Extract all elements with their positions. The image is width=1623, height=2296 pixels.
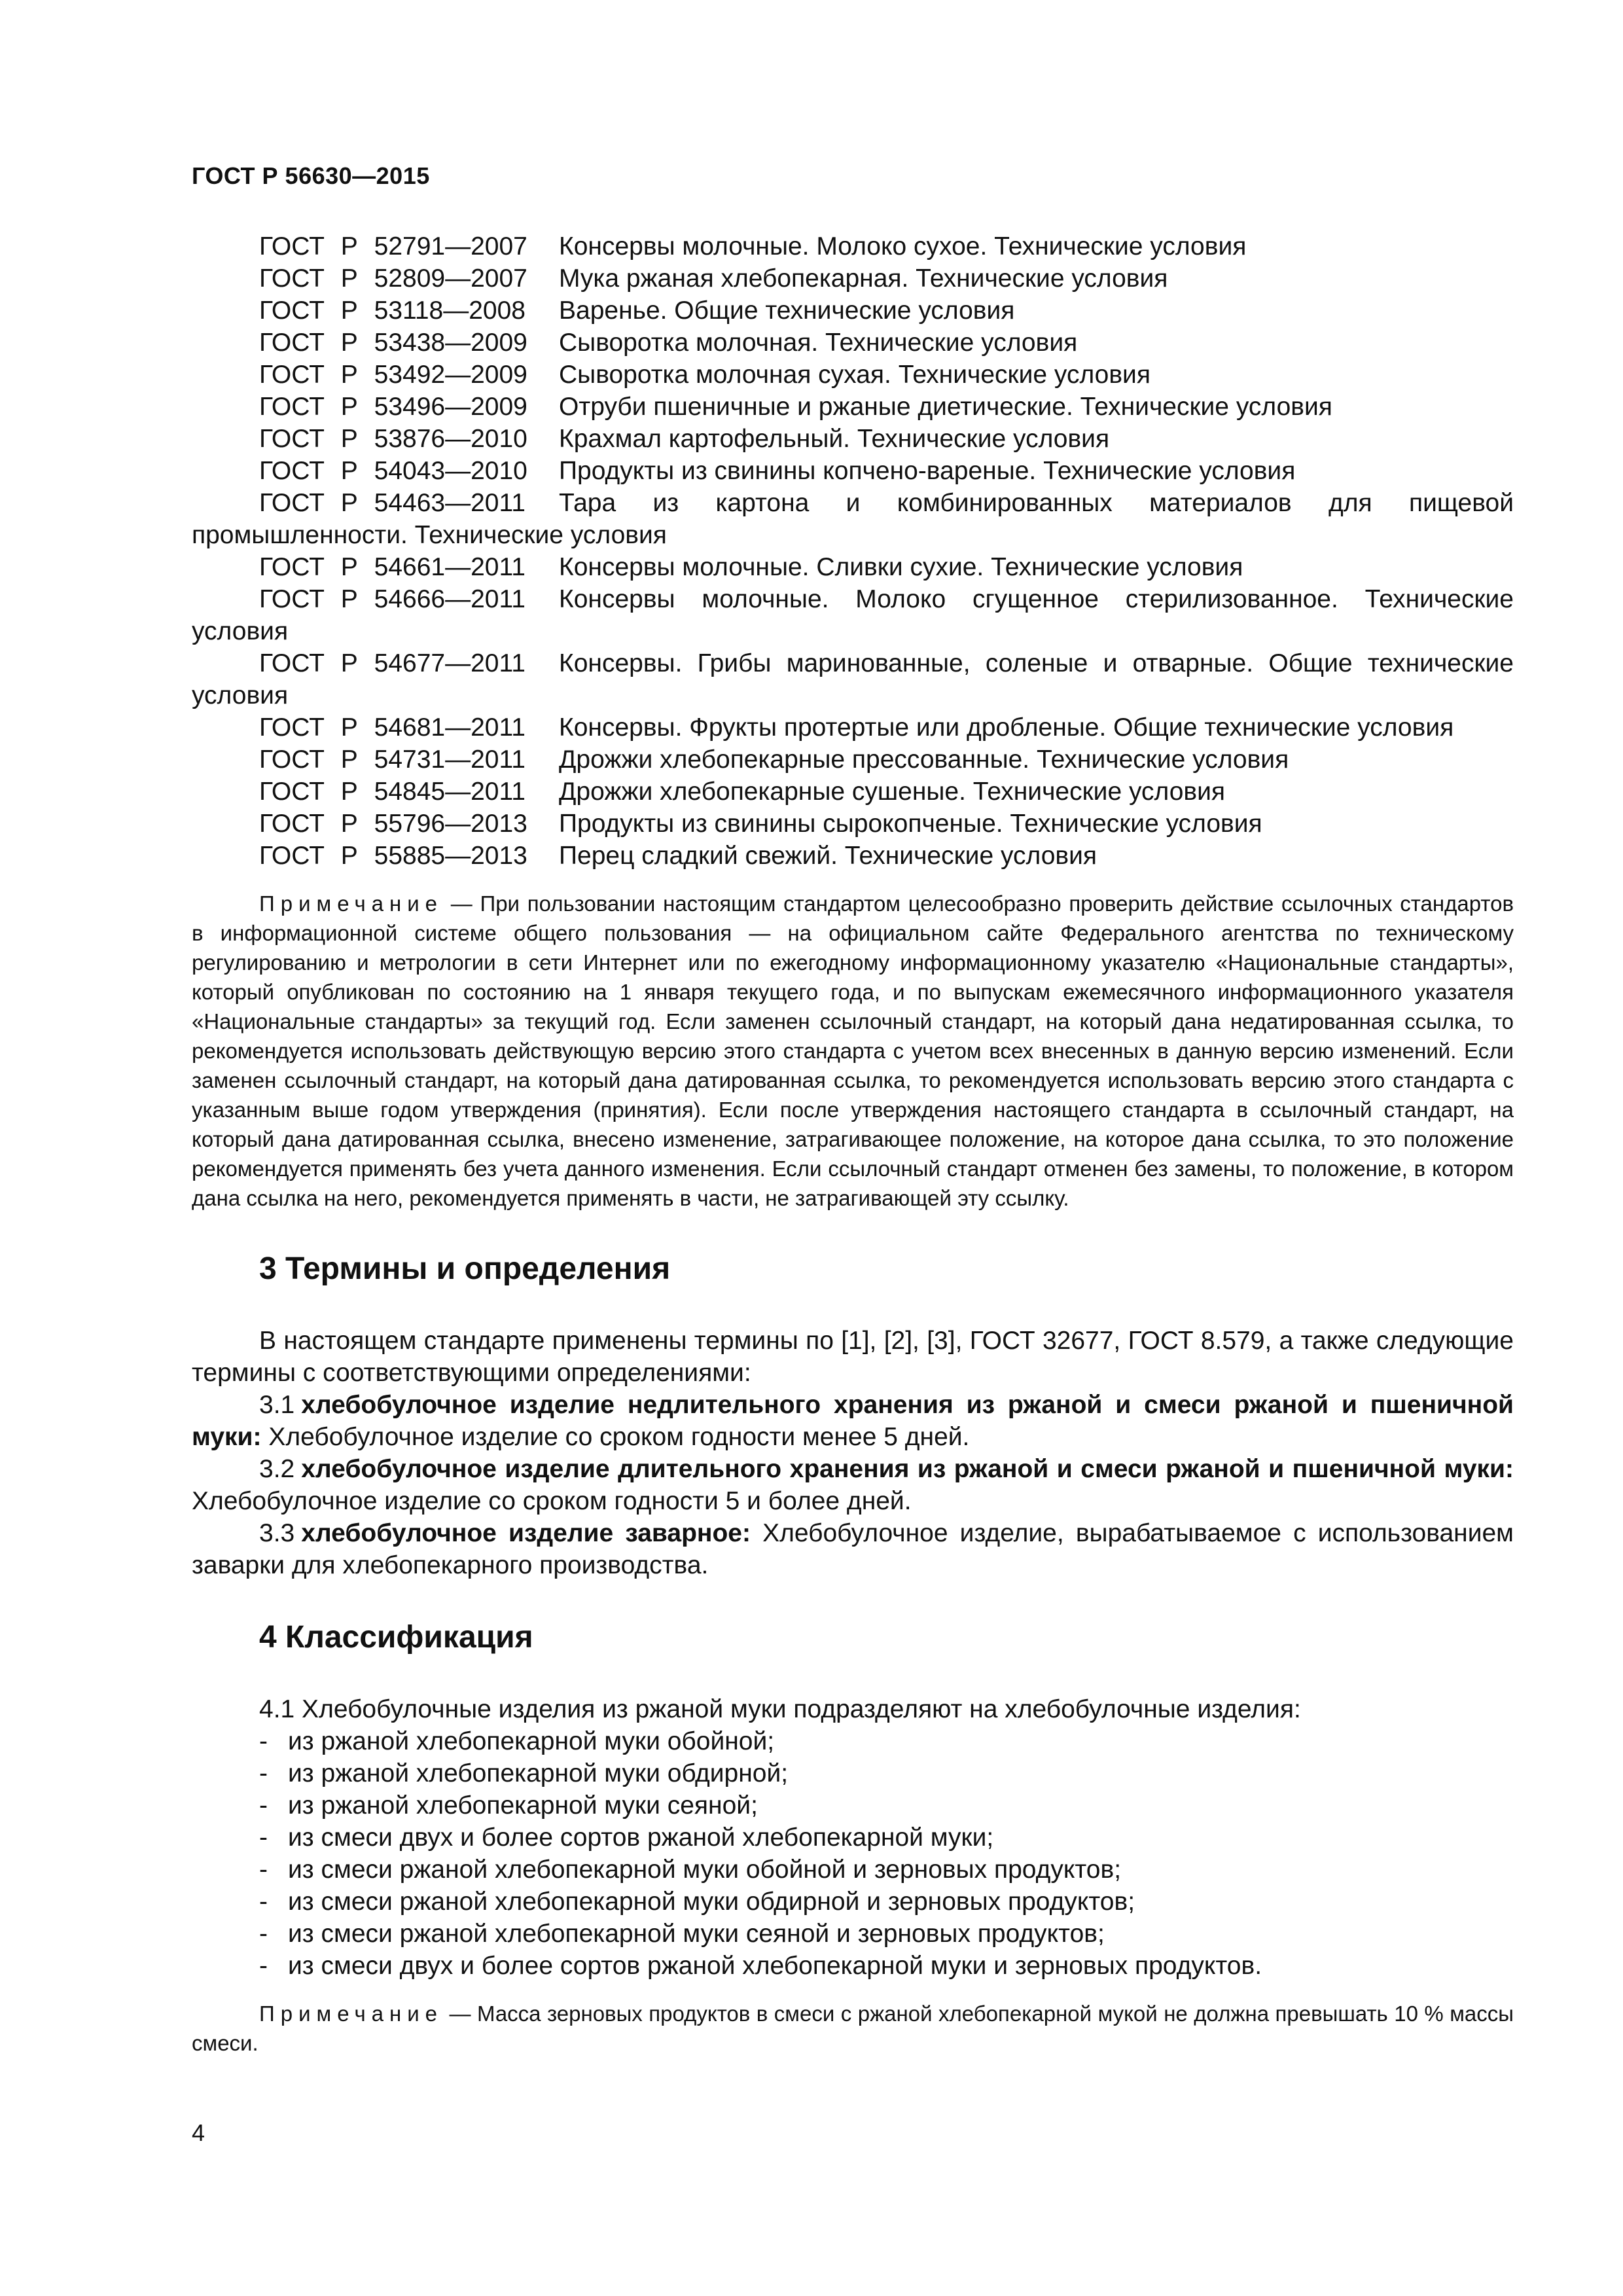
reference-code: ГОСТ Р 54463—2011 [259,489,526,517]
list-item-text: из ржаной хлебопекарной муки сеяной; [288,1791,758,1820]
section-3-heading: 3 Термины и определения [259,1251,671,1286]
term-name: хлебобулочное изделие недлительного хранения из ржаной и смеси ржаной и пшеничной муки: [192,1391,1514,1451]
classification-list [192,1725,1514,1982]
reference-title: Отруби пшеничные и ржаные диетические. Технические условия [559,393,1332,421]
term-definition [192,1517,1514,1581]
reference-code: ГОСТ Р 53496—2009 [259,393,527,421]
reference-item [192,744,1514,776]
references-note [192,889,1514,1213]
reference-item [192,808,1514,840]
term-definition-text: Хлебобулочное изделие со сроком годности 5 и более дней. [192,1487,912,1515]
reference-code: ГОСТ Р 53118—2008 [259,296,526,325]
reference-title: Дрожжи хлебопекарные прессованные. Технические условия [559,745,1289,774]
reference-title: Крахмал картофельный. Технические условия [559,425,1110,453]
list-dash: - [259,1920,268,1948]
reference-code: ГОСТ Р 53492—2009 [259,361,527,389]
reference-item [192,423,1514,455]
reference-code: ГОСТ Р 54677—2011 [259,649,526,677]
list-item-text: из смеси ржаной хлебопекарной муки обдирной и зерновых продуктов; [288,1888,1135,1916]
reference-title: Дрожжи хлебопекарные сушеные. Технические условия [559,778,1226,806]
term-definition-text: Хлебобулочное изделие со сроком годности менее 5 дней. [261,1423,970,1451]
reference-item [192,391,1514,423]
note-text: — При пользовании настоящим стандартом целесообразно проверить действие ссылочных стандартов в информационной системе общего пользования — на официальном сайте Федерального агентства по техническому регулированию и метрологии в сети Интернет или по ежегодному информационному указателю «Национальные стандарты», который опубликован по состоянию на 1 января текущего года, и по выпускам ежемесячного информационного указателя «Национальные стандарты» за текущий год. Если заменен ссылочный стандарт, на который дана недатированная ссылка, то рекомендуется использовать действующую версию этого стандарта с учетом всех внесенных в данную версию изменений. Если заменен ссылочный стандарт, на который дана датированная ссылка, то рекомендуется использовать версию этого стандарта с указанным выше годом утверждения (принятия). Если после утверждения настоящего стандарта в ссылочный стандарт, на который дана датированная ссылка, внесено изменение, затрагивающее положение, на которое дана ссылка, то это положение рекомендуется применять без учета данного изменения. Если ссылочный стандарт отменен без замены, то положение, в котором дана ссылка на него, рекомендуется применять в части, не затрагивающей эту ссылку. [192,891,1514,1210]
reference-title: Варенье. Общие технические условия [559,296,1015,325]
term-definition [192,1453,1514,1517]
reference-item [192,327,1514,359]
list-item [192,1886,1514,1918]
reference-item [192,711,1514,744]
reference-item [192,551,1514,583]
section-4-intro: 4.1 Хлебобулочные изделия из ржаной муки подразделяют на хлебобулочные изделия: [259,1695,1301,1723]
list-dash: - [259,1888,268,1916]
reference-code: ГОСТ Р 54666—2011 [259,585,526,613]
reference-code: ГОСТ Р 53876—2010 [259,425,527,453]
list-item [192,1821,1514,1854]
list-dash: - [259,1791,268,1820]
list-dash: - [259,1823,268,1852]
reference-title: Продукты из свинины копчено-вареные. Технические условия [559,457,1296,485]
list-item-text: из смеси ржаной хлебопекарной муки сеяной и зерновых продуктов; [288,1920,1105,1948]
term-number: 3.2 [259,1455,295,1483]
reference-code: ГОСТ Р 52791—2007 [259,232,527,260]
list-dash: - [259,1952,268,1980]
document-header: ГОСТ Р 56630—2015 [192,162,430,189]
list-item-text: из ржаной хлебопекарной муки обдирной; [288,1759,789,1787]
reference-item [192,776,1514,808]
section-3-intro: В настоящем стандарте применены термины по [1], [2], [3], ГОСТ 32677, ГОСТ 8.579, а также следующие термины с соответствующими определениями: [192,1327,1514,1387]
list-item [192,1854,1514,1886]
list-dash: - [259,1759,268,1787]
list-dash: - [259,1727,268,1755]
reference-title: Продукты из свинины сырокопченые. Технические условия [559,810,1262,838]
reference-item [192,455,1514,487]
term-number: 3.1 [259,1391,295,1419]
page-number: 4 [192,2119,205,2146]
reference-code: ГОСТ Р 54845—2011 [259,778,526,806]
term-number: 3.3 [259,1519,295,1547]
reference-title: Консервы молочные. Молоко сгущенное стерилизованное. Технические условия [192,585,1514,645]
reference-code: ГОСТ Р 52809—2007 [259,264,527,293]
list-item [192,1757,1514,1789]
term-name: хлебобулочное изделие длительного хранения из ржаной и смеси ржаной и пшеничной муки: [301,1455,1514,1483]
reference-item [192,230,1514,262]
page-content [192,230,1514,2058]
reference-item [192,487,1514,551]
reference-item [192,262,1514,295]
note-label: Примечание [259,891,444,916]
term-definition [192,1389,1514,1453]
list-item-text: из ржаной хлебопекарной муки обойной; [288,1727,775,1755]
list-item [192,1918,1514,1950]
reference-item [192,583,1514,647]
reference-code: ГОСТ Р 53438—2009 [259,329,527,357]
reference-title: Консервы. Грибы маринованные, соленые и отварные. Общие технические условия [192,649,1514,709]
reference-code: ГОСТ Р 54681—2011 [259,713,526,742]
reference-title: Сыворотка молочная сухая. Технические условия [559,361,1150,389]
reference-item [192,295,1514,327]
list-item [192,1950,1514,1982]
classification-note [192,1999,1514,2058]
note-label: Примечание [259,2001,444,2026]
reference-title: Тара из картона и комбинированных материалов для пищевой промышленности. Технические условия [192,489,1514,549]
reference-title: Консервы молочные. Молоко сухое. Технические условия [559,232,1247,260]
reference-item [192,359,1514,391]
list-item-text: из смеси ржаной хлебопекарной муки обойной и зерновых продуктов; [288,1856,1122,1884]
reference-code: ГОСТ Р 55796—2013 [259,810,527,838]
reference-code: ГОСТ Р 55885—2013 [259,842,527,870]
reference-title: Мука ржаная хлебопекарная. Технические условия [559,264,1168,293]
reference-code: ГОСТ Р 54661—2011 [259,553,526,581]
note-text: — Масса зерновых продуктов в смеси с ржаной хлебопекарной мукой не должна превышать 10 % массы смеси. [192,2001,1514,2055]
term-definition-text: Хлебобулочное изделие, вырабатываемое с использованием заварки для хлебопекарного производства. [192,1519,1514,1579]
reference-title: Сыворотка молочная. Технические условия [559,329,1078,357]
list-item-text: из смеси двух и более сортов ржаной хлебопекарной муки; [288,1823,994,1852]
reference-title: Консервы молочные. Сливки сухие. Технические условия [559,553,1243,581]
term-name: хлебобулочное изделие заварное: [301,1519,751,1547]
list-item [192,1789,1514,1821]
reference-item [192,840,1514,872]
reference-code: ГОСТ Р 54043—2010 [259,457,527,485]
reference-item [192,647,1514,711]
reference-title: Консервы. Фрукты протертые или дробленые. Общие технические условия [559,713,1454,742]
list-item-text: из смеси двух и более сортов ржаной хлебопекарной муки и зерновых продуктов. [288,1952,1262,1980]
normative-references-list [192,230,1514,872]
reference-title: Перец сладкий свежий. Технические условия [559,842,1097,870]
list-item [192,1725,1514,1757]
reference-code: ГОСТ Р 54731—2011 [259,745,526,774]
list-dash: - [259,1856,268,1884]
section-4-heading: 4 Классификация [259,1620,533,1655]
